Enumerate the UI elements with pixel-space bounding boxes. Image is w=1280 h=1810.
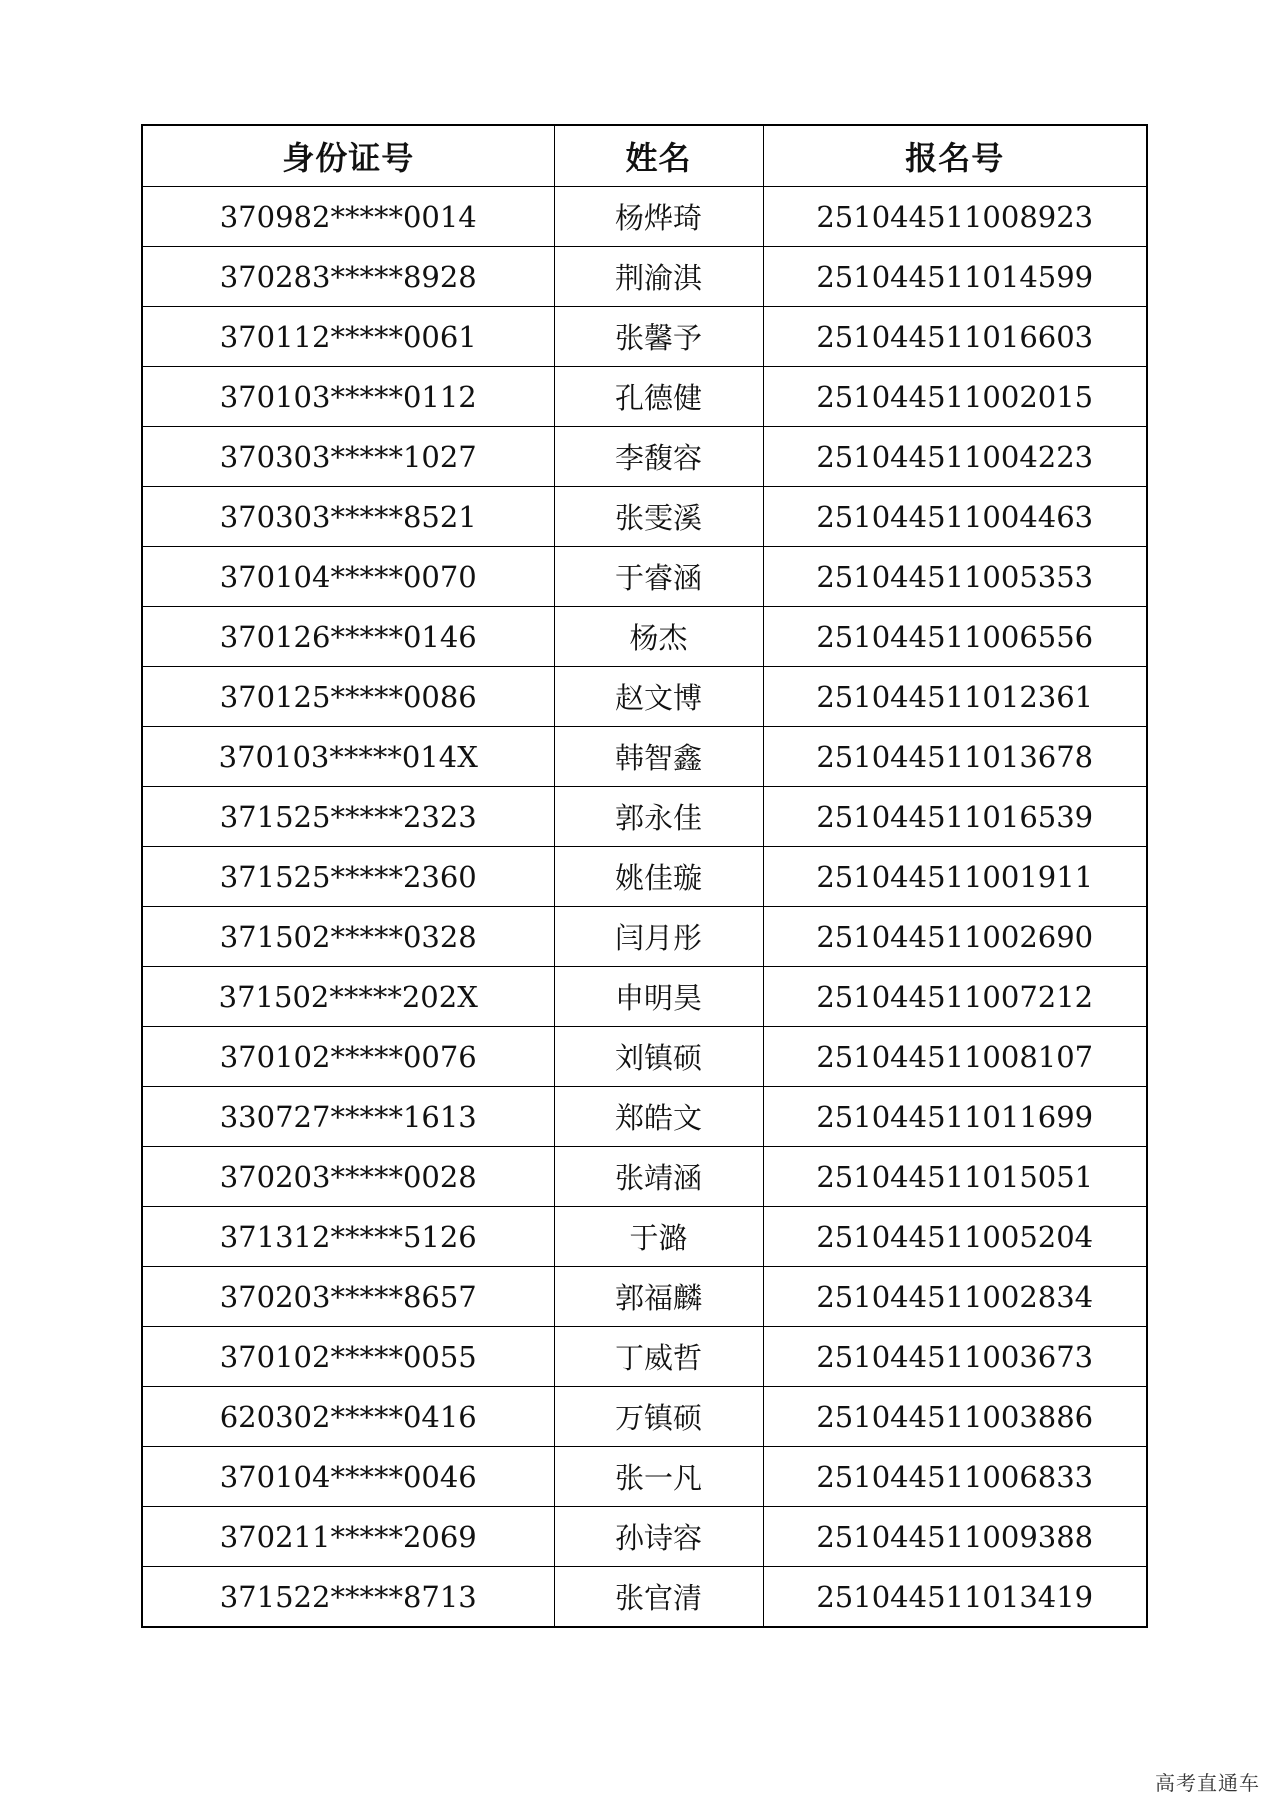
cell-name: 刘镇硕 <box>554 1027 763 1087</box>
cell-name: 于潞 <box>554 1207 763 1267</box>
cell-id-number: 371525*****2323 <box>142 787 554 847</box>
cell-name: 张馨予 <box>554 307 763 367</box>
cell-id-number: 370283*****8928 <box>142 247 554 307</box>
cell-name: 杨烨琦 <box>554 187 763 247</box>
cell-id-number: 371522*****8713 <box>142 1567 554 1628</box>
table-row <box>142 667 1147 727</box>
table-row <box>142 307 1147 367</box>
table-row <box>142 1507 1147 1567</box>
cell-name: 张官清 <box>554 1567 763 1628</box>
cell-name: 万镇硕 <box>554 1387 763 1447</box>
cell-name: 李馥容 <box>554 427 763 487</box>
watermark-text: 高考直通车 <box>1155 1771 1260 1795</box>
cell-id-number: 370126*****0146 <box>142 607 554 667</box>
cell-id-number: 370211*****2069 <box>142 1507 554 1567</box>
cell-id-number: 370125*****0086 <box>142 667 554 727</box>
table-row <box>142 1387 1147 1447</box>
cell-registration-number: 251044511003886 <box>763 1387 1147 1447</box>
table-row <box>142 787 1147 847</box>
cell-name: 张靖涵 <box>554 1147 763 1207</box>
table-row <box>142 607 1147 667</box>
cell-name: 郑皓文 <box>554 1087 763 1147</box>
cell-name: 申明昊 <box>554 967 763 1027</box>
cell-registration-number: 251044511015051 <box>763 1147 1147 1207</box>
cell-id-number: 371502*****0328 <box>142 907 554 967</box>
cell-registration-number: 251044511011699 <box>763 1087 1147 1147</box>
cell-name: 孔德健 <box>554 367 763 427</box>
cell-registration-number: 251044511002690 <box>763 907 1147 967</box>
table-row <box>142 427 1147 487</box>
cell-registration-number: 251044511014599 <box>763 247 1147 307</box>
table-row <box>142 367 1147 427</box>
cell-registration-number: 251044511001911 <box>763 847 1147 907</box>
cell-id-number: 370102*****0055 <box>142 1327 554 1387</box>
cell-name: 韩智鑫 <box>554 727 763 787</box>
cell-name: 姚佳璇 <box>554 847 763 907</box>
table-row <box>142 487 1147 547</box>
cell-name: 于睿涵 <box>554 547 763 607</box>
cell-id-number: 370104*****0070 <box>142 547 554 607</box>
cell-id-number: 370112*****0061 <box>142 307 554 367</box>
cell-registration-number: 251044511003673 <box>763 1327 1147 1387</box>
cell-name: 张一凡 <box>554 1447 763 1507</box>
table-row <box>142 1207 1147 1267</box>
cell-registration-number: 251044511002015 <box>763 367 1147 427</box>
cell-name: 赵文博 <box>554 667 763 727</box>
cell-registration-number: 251044511013678 <box>763 727 1147 787</box>
header-registration-number: 报名号 <box>763 125 1147 187</box>
table-row <box>142 907 1147 967</box>
cell-id-number: 370203*****0028 <box>142 1147 554 1207</box>
cell-name: 孙诗容 <box>554 1507 763 1567</box>
header-id-number: 身份证号 <box>142 125 554 187</box>
cell-name: 荆渝淇 <box>554 247 763 307</box>
table-row <box>142 1567 1147 1628</box>
cell-name: 闫月彤 <box>554 907 763 967</box>
cell-id-number: 371525*****2360 <box>142 847 554 907</box>
cell-id-number: 370103*****0112 <box>142 367 554 427</box>
cell-name: 郭永佳 <box>554 787 763 847</box>
table-row <box>142 727 1147 787</box>
cell-registration-number: 251044511016603 <box>763 307 1147 367</box>
cell-id-number: 370103*****014X <box>142 727 554 787</box>
cell-registration-number: 251044511004223 <box>763 427 1147 487</box>
cell-id-number: 370203*****8657 <box>142 1267 554 1327</box>
table-row <box>142 967 1147 1027</box>
cell-registration-number: 251044511013419 <box>763 1567 1147 1628</box>
cell-id-number: 370104*****0046 <box>142 1447 554 1507</box>
table-row <box>142 1447 1147 1507</box>
cell-id-number: 370303*****1027 <box>142 427 554 487</box>
cell-registration-number: 251044511004463 <box>763 487 1147 547</box>
cell-name: 张雯溪 <box>554 487 763 547</box>
cell-id-number: 330727*****1613 <box>142 1087 554 1147</box>
cell-registration-number: 251044511012361 <box>763 667 1147 727</box>
cell-id-number: 620302*****0416 <box>142 1387 554 1447</box>
table-row <box>142 847 1147 907</box>
cell-id-number: 370102*****0076 <box>142 1027 554 1087</box>
table-row <box>142 1267 1147 1327</box>
table-row <box>142 247 1147 307</box>
table-row <box>142 187 1147 247</box>
table-row <box>142 1327 1147 1387</box>
header-name: 姓名 <box>554 125 763 187</box>
table-row <box>142 1087 1147 1147</box>
cell-registration-number: 251044511008923 <box>763 187 1147 247</box>
cell-id-number: 371312*****5126 <box>142 1207 554 1267</box>
cell-registration-number: 251044511005353 <box>763 547 1147 607</box>
table-body <box>142 187 1147 1628</box>
cell-id-number: 370982*****0014 <box>142 187 554 247</box>
cell-registration-number: 251044511005204 <box>763 1207 1147 1267</box>
table-row <box>142 1027 1147 1087</box>
cell-name: 丁威哲 <box>554 1327 763 1387</box>
candidate-table <box>141 124 1148 1628</box>
table-row <box>142 547 1147 607</box>
table-row <box>142 1147 1147 1207</box>
cell-name: 杨杰 <box>554 607 763 667</box>
cell-name: 郭福麟 <box>554 1267 763 1327</box>
cell-registration-number: 251044511009388 <box>763 1507 1147 1567</box>
cell-id-number: 371502*****202X <box>142 967 554 1027</box>
cell-registration-number: 251044511002834 <box>763 1267 1147 1327</box>
table-header-row <box>142 125 1147 187</box>
cell-registration-number: 251044511006833 <box>763 1447 1147 1507</box>
cell-id-number: 370303*****8521 <box>142 487 554 547</box>
cell-registration-number: 251044511008107 <box>763 1027 1147 1087</box>
cell-registration-number: 251044511007212 <box>763 967 1147 1027</box>
cell-registration-number: 251044511006556 <box>763 607 1147 667</box>
cell-registration-number: 251044511016539 <box>763 787 1147 847</box>
